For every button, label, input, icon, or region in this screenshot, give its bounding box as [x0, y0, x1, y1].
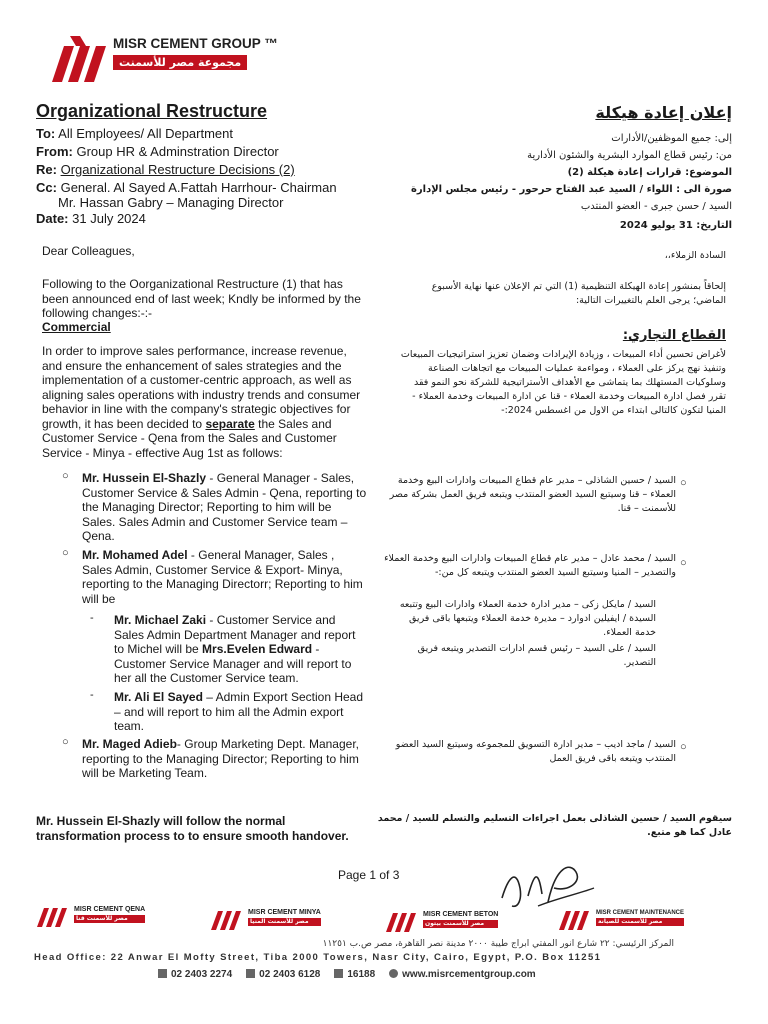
- date-line: Date: 31 July 2024: [36, 211, 146, 226]
- list-item: Mr. Mohamed Adel - General Manager, Sales , Sales Admin, Customer Service & Export- Minya, reporting to the Managing Directorr; Reporting to him will be: [82, 548, 363, 606]
- arabic-sub-1: السيد / مايكل زكى – مدير ادارة خدمة العملاء وادارات البيع وتتبعه السيدة / ايفيلين ادوارد – مديرة خدمة العملاء ويتبعها باقى فريق خدمة العملاء.: [399, 599, 656, 638]
- sub-list-item: Mr. Michael Zaki - Customer Service and Sales Admin Department Manager and report to Michel will be Mrs.Evelen Edward - Customer Service Manager and will report to her all the Customer Service team.: [114, 613, 356, 685]
- arabic-intro: إلحاقاً بمنشور إعادة الهيكلة التنظيمية (1) التي تم الإعلان عنها نهاية الأسبوع الماضي؛ يرجى العلم بالتغييرات التالية:: [431, 281, 726, 306]
- arabic-bullet-2: ○: [680, 557, 687, 569]
- bullet-3: ○: [62, 736, 69, 748]
- section-heading: Commercial: [42, 320, 111, 334]
- sub-bullet-1: -: [90, 612, 94, 624]
- from-line: From: Group HR & Adminstration Director: [36, 144, 279, 159]
- arabic-body-paragraph: لأغراض تحسين أداء المبيعات ، وزيادة الإيرادات وضمان تعزيز استراتيجيات المبيعات وتنفيذ نهج يركز على العملاء ، ومواءمة عمليات المبيعات مع اتجاهات الصناعة وسلوكيات المستهلك بما يتماشى مع الأهداف الأستراتيجية للشركة نحو النمو فقد تقرر فصل ادارة المبيعات وخدمة العملاء - قنا عن ادارة المبيعات وخدمة العملاء - المنيا لتكون كالتالى ابتداء من الاول من اغسطس 2024:-: [400, 349, 726, 416]
- arabic-cc-2: السيد / حسن جبرى - العضو المنتدب: [580, 201, 732, 212]
- arabic-bullet-3: ○: [680, 741, 687, 753]
- arabic-item-1: السيد / حسين الشاذلى – مدير عام قطاع المبيعات وادارات البيع وخدمة العملاء – قنا وسيتبع السيد العضو المنتدب ويتبعه فريق العمل بشركة مصر للأسمنت – قنا.: [389, 475, 676, 514]
- subsidiary-logo-beton: MISR CEMENT BETON مصر للأسمنت بيتون: [385, 905, 498, 933]
- arabic-sub-2: السيد / على السيد – رئيس قسم ادارات التصدير ويتبعه فريق التصدير.: [417, 643, 656, 668]
- fax-icon: [246, 969, 255, 978]
- minya-logo-icon: [210, 903, 244, 931]
- arabic-item-2: السيد / محمد عادل – مدير عام قطاع المبيعات وادارات البيع وخدمة العملاء والتصدير – المنيا وسيتبع السيد العضو المنتدب ويتبعه كل من:-: [384, 553, 676, 578]
- list-item: Mr. Maged Adieb- Group Marketing Dept. Manager, reporting to the Managing Director; Reporting to him will be Marketing Team.: [82, 737, 359, 780]
- arabic-item-3: السيد / ماجد اديب – مدير ادارة التسويق للمجموعه وسيتبع السيد العضو المنتدب ويتبعه باقى فريق العمل: [395, 739, 676, 764]
- greeting: Dear Colleagues,: [42, 244, 135, 258]
- arabic-greeting: السادة الزملاء،،: [664, 250, 726, 261]
- hotline: 16188: [334, 969, 375, 980]
- arabic-closing-note: سيقوم السيد / حسين الشاذلى بعمل اجراءات التسليم والتسلم للسيد / محمد عادل كما هو متبع.: [377, 813, 732, 838]
- arabic-bullet-1: ○: [680, 477, 687, 489]
- sub-list-item: Mr. Ali El Sayed – Admin Export Section Head – and will report to him all the Admin export team.: [114, 690, 364, 733]
- phone-1: 02 2403 2274: [158, 969, 232, 980]
- closing-note: Mr. Hussein El-Shazly will follow the normal transformation process to to ensure smooth handover.: [36, 814, 349, 843]
- arabic-title: إعلان إعادة هيكلة: [595, 103, 732, 122]
- globe-icon: [389, 969, 398, 978]
- arabic-cc-1: صورة الى : اللواء / السيد عبد الفتاح حرحور - رئيس مجلس الإدارة: [411, 184, 732, 195]
- arabic-section-heading: القطاع التجاري:: [622, 328, 726, 343]
- list-item: Mr. Hussein El-Shazly - General Manager - Sales, Customer Service & Sales Admin - Qena, reporting to the Managing Director; Reporting to him will be Sales. Sales Admin and Customer Service team – Qena.: [82, 471, 367, 543]
- maintenance-logo-icon: [558, 903, 592, 931]
- contact-line: [158, 969, 536, 980]
- sub-bullet-2: -: [90, 689, 94, 701]
- bullet-2: ○: [62, 547, 69, 559]
- subsidiary-logo-maintenance: MISR CEMENT MAINTENANCE مصر للأسمنت للصيانة: [558, 903, 684, 931]
- arabic-to: إلى: جميع الموظفين/الأدارات: [611, 133, 732, 144]
- english-title: Organizational Restructure: [36, 101, 268, 121]
- arabic-date: التاريخ: 31 يوليو 2024: [619, 220, 732, 231]
- subsidiary-logo-minya: MISR CEMENT MINYA مصر للأسمنت المنيا: [210, 903, 321, 931]
- phone-2: 02 2403 6128: [246, 969, 320, 980]
- arabic-re: الموضوع: قرارات إعادة هيكلة (2): [567, 167, 732, 178]
- intro-paragraph: Following to the Oorganizational Restructure (1) that has been announced end of last week; Kndly be informed by the following changes:-:-: [42, 277, 361, 320]
- arabic-from: من: رئيس قطاع الموارد البشرية والشئون الأدارية: [527, 150, 732, 161]
- re-line: Re: Organizational Restructure Decisions (2): [36, 162, 295, 177]
- bullet-1: ○: [62, 470, 69, 482]
- cc-line: Cc: General. Al Sayed A.Fattah Harrhour- Chairman Mr. Hassan Gabry – Managing Director: [36, 180, 337, 210]
- subsidiary-logo-qena: MISR CEMENT QENA مصر للأسمنت قنا: [36, 900, 145, 928]
- hotline-icon: [334, 969, 343, 978]
- qena-logo-icon: [36, 900, 70, 928]
- beton-logo-icon: [385, 905, 419, 933]
- to-line: To: All Employees/ All Department: [36, 126, 234, 141]
- address-arabic: المركز الرئيسي: ٢٢ شارع انور المفتي ابراج طيبة ٢٠٠٠ مدينة نصر القاهرة، مصر ص.ب ١١٢٥١: [322, 939, 674, 949]
- page-number: Page 1 of 3: [338, 868, 400, 882]
- website-link[interactable]: www.misrcementgroup.com: [389, 969, 536, 980]
- address-english: Head Office: 22 Anwar El Mofty Street, Tiba 2000 Towers, Nasr City, Cairo, Egypt, P.O. Box 11251: [34, 952, 602, 963]
- company-name-ar: مجموعة مصر للأسمنت: [113, 55, 247, 70]
- body-paragraph: In order to improve sales performance, increase revenue, and ensure the enhancement of sales strategies and the implementation of a customer-centric approach, as well as aligning sales operations with industry trends and consumer behavior in line with the company's strategic objectives for growth, it has been decided to separate the Sales and Customer Service - Qena from the Sales and Customer Service - Minya - effective Aug 1st as follows:: [42, 344, 361, 460]
- company-logo: [50, 32, 112, 84]
- phone-icon: [158, 969, 167, 978]
- company-name: MISR CEMENT GROUP ™: [113, 36, 278, 51]
